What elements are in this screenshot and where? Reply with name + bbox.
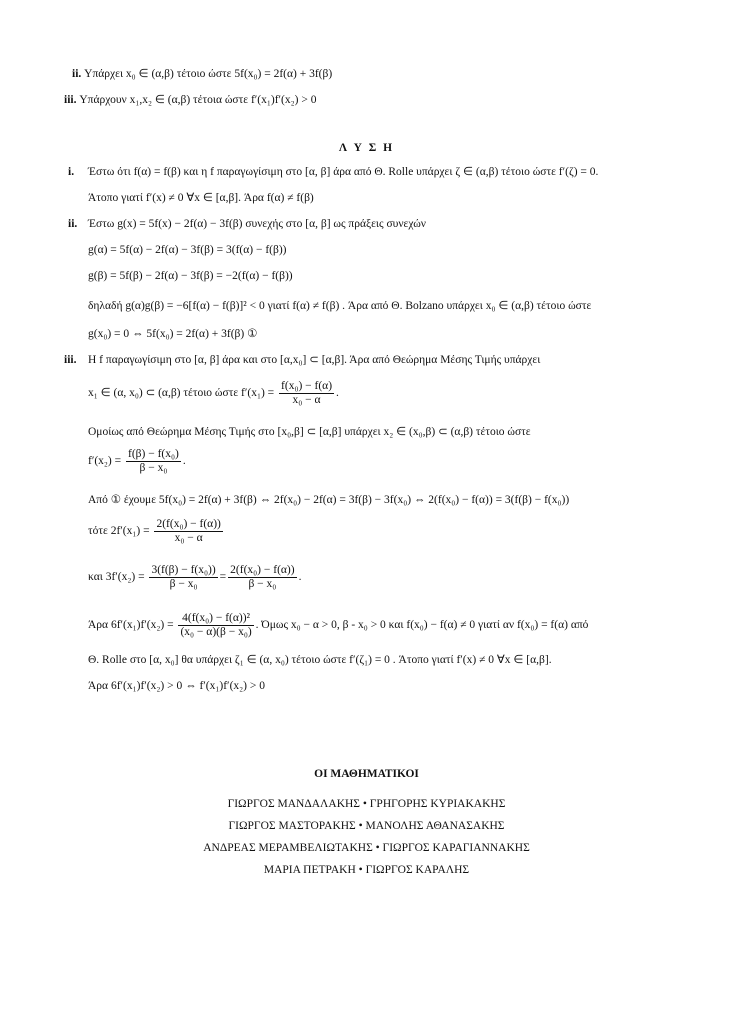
fraction-numerator: f(β) − f(x₀) bbox=[128, 447, 179, 460]
sol-ii-label: ii. bbox=[68, 218, 78, 230]
sol-iii-line5: Από ① έχουμε 5f(x₀) = 2f(α) + 3f(β) ⇔ 2f(x₀) − 2f(α) = 3f(β) − 3f(x₀) ⇔ 2(f(x₀) − f(α)) = 3(f(β) − f(x₀)) bbox=[88, 494, 570, 506]
sol-i-label: i. bbox=[68, 166, 75, 178]
fraction-denominator: x₀ − α bbox=[174, 531, 203, 544]
sol-iii-line9: Θ. Rolle στο [α, x₀] θα υπάρχει ζ₁ ∈ (α, x₀) τέτοιο ώστε f′(ζ₁) = 0 . Άτοπο γιατί f′(x) ≠ 0 ∀x ∈ [α,β]. bbox=[88, 654, 552, 666]
formula-text: Άρα 6f′(x₁)f′(x₂) = bbox=[88, 619, 174, 631]
item-text: Υπάρχει x₀ ∈ (α,β) τέτοιο ώστε 5f(x₀) = 2f(α) + 3f(β) bbox=[84, 68, 333, 80]
sol-iii-label: iii. bbox=[64, 354, 77, 366]
authors-heading: ΟΙ ΜΑΘΗΜΑΤΙΚΟΙ bbox=[314, 768, 419, 780]
sol-iii-line8 bbox=[88, 610, 588, 640]
fraction bbox=[279, 380, 334, 407]
item-label: ii. bbox=[72, 68, 82, 80]
authors-line: ΜΑΡΙΑ ΠΕΤΡΑΚΗ • ΓΙΩΡΓΟΣ ΚΑΡΑΛΗΣ bbox=[263, 864, 470, 876]
sol-iii-line3: Ομοίως από Θεώρημα Μέσης Τιμής στο [x₀,β] ⊂ [α,β] υπάρχει x₂ ∈ (x₀,β) ⊂ (α,β) τέτοιο ώστε bbox=[88, 426, 531, 438]
sol-iii-line10: Άρα 6f′(x₁)f′(x₂) > 0 ⇔ f′(x₁)f′(x₂) > 0 bbox=[88, 680, 265, 692]
sol-iii-line6 bbox=[88, 516, 225, 546]
fraction-numerator: 3(f(β) − f(x₀)) bbox=[151, 563, 216, 576]
formula-text: x₁ ∈ (α, x₀) ⊂ (α,β) τέτοιο ώστε f′(x₁) = bbox=[88, 387, 275, 399]
fraction-denominator: β − x₀ bbox=[139, 461, 168, 474]
item-ii bbox=[72, 66, 332, 82]
fraction bbox=[126, 448, 181, 475]
sol-ii-line4: δηλαδή g(α)g(β) = −6[f(α) − f(β)]² < 0 γιατί f(α) ≠ f(β) . Άρα από Θ. Bolzano υπάρχει x₀ ∈ (α,β) τέτοιο ώστε bbox=[88, 300, 592, 312]
fraction-numerator: 2(f(x₀) − f(α)) bbox=[230, 563, 295, 576]
formula-text: τότε 2f′(x₁) = bbox=[88, 525, 150, 537]
fraction bbox=[154, 518, 222, 545]
sol-ii-line1: Έστω g(x) = 5f(x) − 2f(α) − 3f(β) συνεχής στο [α, β] ως πράξεις συνεχών bbox=[88, 218, 426, 230]
sol-i-line1: Έστω ότι f(α) = f(β) και η f παραγωγίσιμη στο [α, β] άρα από Θ. Rolle υπάρχει ζ ∈ (α,β) τέτοιο ώστε f′(ζ) = 0. bbox=[88, 166, 599, 178]
fraction bbox=[228, 564, 296, 591]
sol-ii-line3: g(β) = 5f(β) − 2f(α) − 3f(β) = −2(f(α) − f(β)) bbox=[88, 270, 293, 282]
item-label: iii. bbox=[64, 94, 77, 106]
sol-i-line2: Άτοπο γιατί f′(x) ≠ 0 ∀x ∈ [α,β]. Άρα f(α) ≠ f(β) bbox=[88, 192, 314, 204]
fraction-numerator: 4(f(x₀) − f(α))² bbox=[178, 612, 253, 626]
sol-iii-line2: x₁ ∈ (α, x₀) ⊂ (α,β) τέτοιο ώστε f′(x₁) = $\frac{\text{f(x₀) − f(α)}}{\text{x₀ − α}}$ . bbox=[88, 379, 339, 406]
fraction-denominator: (x₀ − α)(β − x₀) bbox=[180, 625, 252, 638]
formula-text: και 3f′(x₂) = bbox=[88, 571, 145, 583]
sol-ii-line5: g(x₀) = 0 ⇔ 5f(x₀) = 2f(α) + 3f(β) ① bbox=[88, 328, 258, 340]
sol-iii-line4: f′(x₂) = $\frac{\text{f(β) − f(x₀)}}{\text{β − x₀}}$ . bbox=[88, 447, 186, 474]
authors-line: ΓΙΩΡΓΟΣ ΜΑΝΔΑΛΑΚΗΣ • ΓΡΗΓΟΡΗΣ ΚΥΡΙΑΚΑΚΗΣ bbox=[227, 798, 506, 810]
fraction bbox=[178, 612, 253, 639]
sol-ii-line2: g(α) = 5f(α) − 2f(α) − 3f(β) = 3(f(α) − f(β)) bbox=[88, 244, 287, 256]
authors-line: ΑΝΔΡΕΑΣ ΜΕΡΑΜΒΕΛΙΩΤΑΚΗΣ • ΓΙΩΡΓΟΣ ΚΑΡΑΓΙΑΝΝΑΚΗΣ bbox=[203, 842, 530, 854]
fraction-denominator: β − x₀ bbox=[248, 577, 277, 590]
sol-iii-line7: και 3f′(x₂) = $\frac{\text{3(f(β) − f(x₀))}}{\text{β − x₀}}$ = $\frac{\text{2(f(x₀) − f(α))}}{\text{β − x₀}}$ . bbox=[88, 563, 302, 590]
sol-iii-line1: Η f παραγωγίσιμη στο [α, β] άρα και στο [α,x₀] ⊂ [α,β]. Άρα από Θεώρημα Μέσης Τιμής υπάρχει bbox=[88, 354, 541, 366]
fraction-denominator: β − x₀ bbox=[169, 577, 198, 590]
fraction bbox=[149, 564, 217, 591]
fraction-denominator: x₀ − α bbox=[292, 393, 321, 406]
fraction-numerator: f(x₀) − f(α) bbox=[281, 379, 333, 392]
formula-text: . Όμως x₀ − α > 0, β - x₀ > 0 και f(x₀) − f(α) ≠ 0 γιατί αν f(x₀) = f(α) από bbox=[255, 619, 589, 631]
formula-text: f′(x₂) = bbox=[88, 455, 122, 467]
solution-title: Λ Υ Σ Η bbox=[338, 142, 395, 154]
fraction-numerator: 2(f(x₀) − f(α)) bbox=[156, 517, 221, 530]
item-iii bbox=[64, 92, 316, 108]
item-text: Υπάρχουν x₁,x₂ ∈ (α,β) τέτοια ώστε f′(x₁)f′(x₂) > 0 bbox=[79, 94, 317, 106]
authors-line: ΓΙΩΡΓΟΣ ΜΑΣΤΟΡΑΚΗΣ • ΜΑΝΟΛΗΣ ΑΘΑΝΑΣΑΚΗΣ bbox=[228, 820, 505, 832]
